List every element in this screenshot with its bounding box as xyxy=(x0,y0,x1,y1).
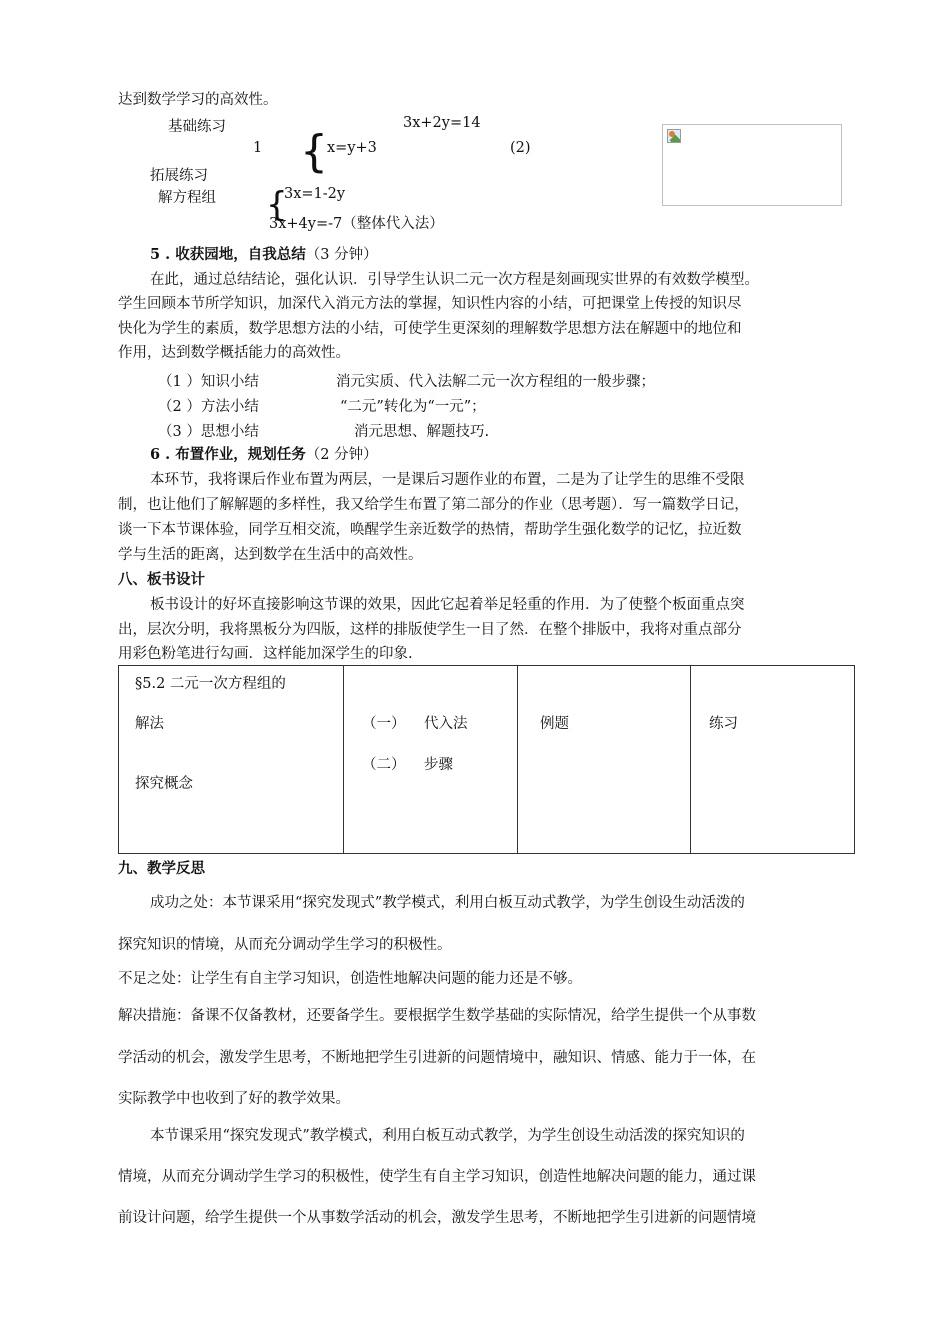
success-line: 成功之处：本节课采用“探究发现式”教学模式，利用白板互动式教学，为学生创设生动活泼的 xyxy=(150,895,745,911)
extension-practice-label: 拓展练习 xyxy=(150,168,208,184)
summary-item-1-text: 消元实质、代入法解二元一次方程组的一般步骤； xyxy=(336,374,655,390)
section6-para-line: 本环节，我将课后作业布置为两层，一是课后习题作业的布置，二是为了让学生的思维不受限 xyxy=(150,472,745,488)
board-examples-label: 例题 xyxy=(540,716,569,732)
section6-para-line: 制，也让他们了解解题的多样性，我又给学生布置了第二部分的作业（思考题）．写一篇数学日记， xyxy=(118,497,749,513)
board-cell-method xyxy=(344,666,518,854)
section8-para-line: 用彩色粉笔进行勾画．这样能加深学生的印象. xyxy=(118,646,413,662)
exercise-number-2: (2) xyxy=(510,140,531,156)
final-para-line: 情境，从而充分调动学生学习的积极性，使学生有自主学习知识，创造性地解决问题的能力，通过课 xyxy=(118,1169,756,1185)
left-brace-icon: { xyxy=(300,126,328,177)
board-cell-title xyxy=(119,666,344,854)
broken-image-placeholder xyxy=(662,124,842,206)
broken-image-icon xyxy=(667,129,681,143)
shortfall-line: 不足之处：让学生有自主学习知识，创造性地解决问题的能力还是不够。 xyxy=(118,971,582,987)
board-cell-examples xyxy=(518,666,691,854)
equation-3x-4y: 3x+4y=-7（整体代入法） xyxy=(269,216,444,232)
section6-heading xyxy=(150,443,378,467)
section8-para-line: 板书设计的好坏直接影响这节课的效果，因此它起着举足轻重的作用．为了使整个板面重点突 xyxy=(150,597,745,613)
summary-item-1-label: （1 ）知识小结 xyxy=(158,374,259,390)
left-brace-icon: { xyxy=(266,185,288,225)
board-method-1-text: 代入法 xyxy=(424,716,468,732)
success-line: 探究知识的情境，从而充分调动学生学习的积极性。 xyxy=(118,937,452,953)
board-method-2-num: （二） xyxy=(362,757,406,773)
board-method-1-num: （一） xyxy=(362,716,406,732)
section8-heading: 八、板书设计 xyxy=(118,571,205,588)
section9-heading: 九、教学反思 xyxy=(118,860,205,877)
equation-x-y-3: x=y+3 xyxy=(327,140,377,156)
summary-item-3-text: 消元思想、解题技巧. xyxy=(354,424,490,440)
basic-practice-label: 基础练习 xyxy=(168,119,226,135)
board-cell-practice xyxy=(691,666,855,854)
summary-item-2-text: “二元”转化为“一元”； xyxy=(340,399,486,415)
summary-item-2-label: （2 ）方法小结 xyxy=(158,399,259,415)
section6-title: 6 . 布置作业，规划任务 xyxy=(150,446,306,463)
blackboard-layout-table xyxy=(118,665,855,854)
summary-item-3-label: （3 ）思想小结 xyxy=(158,424,259,440)
section5-title: 5 . 收获园地，自我总结 xyxy=(150,246,306,263)
section5-time: （3 分钟） xyxy=(305,247,378,263)
final-para-line: 前设计问题，给学生提供一个从事数学活动的机会，激发学生思考，不断地把学生引进新的问题情境 xyxy=(118,1210,756,1226)
board-title-line: 解法 xyxy=(135,716,164,732)
section5-para-line: 作用，达到数学概括能力的高效性。 xyxy=(118,345,350,361)
section5-heading xyxy=(150,243,378,267)
measures-line: 解决措施：备课不仅备教材，还要备学生。要根据学生数学基础的实际情况，给学生提供一个从事数 xyxy=(118,1008,756,1024)
section6-para-line: 学与生活的距离，达到数学在生活中的高效性。 xyxy=(118,547,423,563)
intro-line: 达到数学学习的高效性。 xyxy=(118,92,278,108)
board-method-2-text: 步骤 xyxy=(424,757,453,773)
equation-3x-2y: 3x+2y=14 xyxy=(403,115,481,131)
section5-para-line: 在此，通过总结结论，强化认识．引导学生认识二元一次方程是刻画现实世界的有效数学模型。 xyxy=(150,272,759,288)
section5-para-line: 学生回顾本节所学知识，加深代入消元方法的掌握，知识性内容的小结，可把课堂上传授的知识尽 xyxy=(118,296,742,312)
board-title-line: §5.2 二元一次方程组的 xyxy=(135,676,286,692)
measures-line: 学活动的机会，激发学生思考，不断地把学生引进新的问题情境中，融知识、情感、能力于一体，在 xyxy=(118,1050,756,1066)
board-practice-label: 练习 xyxy=(709,716,738,732)
section5-para-line: 快化为学生的素质，数学思想方法的小结，可使学生更深刻的理解数学思想方法在解题中的地位和 xyxy=(118,321,742,337)
section8-para-line: 出，层次分明，我将黑板分为四版，这样的排版使学生一目了然．在整个排版中，我将对重点部分 xyxy=(118,622,742,638)
equation-3x-1-2y: 3x=1-2y xyxy=(284,186,346,202)
solve-system-label: 解方程组 xyxy=(158,190,216,206)
board-concept-label: 探究概念 xyxy=(135,776,193,792)
exercise-number-1: 1 xyxy=(253,140,263,156)
final-para-line: 本节课采用“探究发现式”教学模式，利用白板互动式教学，为学生创设生动活泼的探究知识的 xyxy=(150,1128,745,1144)
section6-time: （2 分钟） xyxy=(305,447,378,463)
measures-line: 实际教学中也收到了好的教学效果。 xyxy=(118,1091,350,1107)
section6-para-line: 谈一下本节课体验，同学互相交流，唤醒学生亲近数学的热情，帮助学生强化数学的记忆，拉近数 xyxy=(118,522,742,538)
